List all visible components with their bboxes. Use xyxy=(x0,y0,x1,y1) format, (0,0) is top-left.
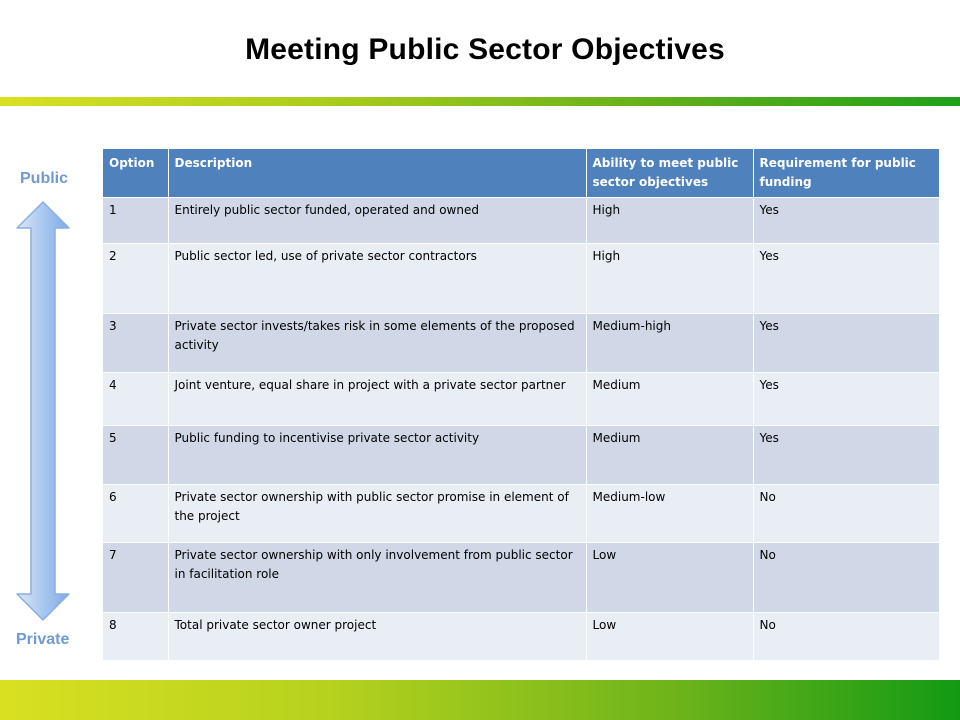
cell-funding: No xyxy=(753,485,939,543)
cell-description: Private sector invests/takes risk in some elements of the proposed activity xyxy=(168,314,586,373)
public-label: Public xyxy=(20,170,69,187)
bottom-accent-bar xyxy=(0,680,960,720)
slide-title: Meeting Public Sector Objectives xyxy=(245,33,725,66)
cell-funding: Yes xyxy=(753,314,939,373)
table-row xyxy=(103,543,939,613)
cell-ability: Medium xyxy=(586,426,753,485)
cell-option: 6 xyxy=(103,485,168,543)
cell-description: Private sector ownership with public sector promise in element of the project xyxy=(168,485,586,543)
cell-funding: No xyxy=(753,613,939,660)
cell-ability: Medium-low xyxy=(586,485,753,543)
table-row xyxy=(103,244,939,314)
table-row xyxy=(103,426,939,485)
header-ability: Ability to meet public sector objectives xyxy=(586,149,753,198)
options-table xyxy=(103,149,939,660)
top-accent-bar xyxy=(0,97,960,106)
cell-funding: Yes xyxy=(753,244,939,314)
cell-description: Total private sector owner project xyxy=(168,613,586,660)
cell-description: Public funding to incentivise private sector activity xyxy=(168,426,586,485)
table-row xyxy=(103,198,939,244)
header-description: Description xyxy=(168,149,586,198)
cell-option: 2 xyxy=(103,244,168,314)
cell-ability: High xyxy=(586,198,753,244)
table-row xyxy=(103,613,939,660)
cell-ability: Medium xyxy=(586,373,753,426)
table-header-row xyxy=(103,149,939,198)
cell-option: 7 xyxy=(103,543,168,613)
cell-description: Public sector led, use of private sector contractors xyxy=(168,244,586,314)
cell-option: 4 xyxy=(103,373,168,426)
cell-ability: Medium-high xyxy=(586,314,753,373)
double-arrow-icon xyxy=(13,200,73,624)
table-row xyxy=(103,314,939,373)
cell-option: 1 xyxy=(103,198,168,244)
header-option: Option xyxy=(103,149,168,198)
table-row xyxy=(103,485,939,543)
cell-funding: Yes xyxy=(753,373,939,426)
cell-description: Private sector ownership with only involvement from public sector in facilitation role xyxy=(168,543,586,613)
cell-option: 3 xyxy=(103,314,168,373)
cell-funding: No xyxy=(753,543,939,613)
header-funding: Requirement for public funding xyxy=(753,149,939,198)
cell-ability: High xyxy=(586,244,753,314)
cell-ability: Low xyxy=(586,613,753,660)
table-row xyxy=(103,373,939,426)
cell-option: 5 xyxy=(103,426,168,485)
private-label: Private xyxy=(16,631,70,648)
cell-funding: Yes xyxy=(753,198,939,244)
cell-option: 8 xyxy=(103,613,168,660)
cell-description: Entirely public sector funded, operated and owned xyxy=(168,198,586,244)
cell-description: Joint venture, equal share in project with a private sector partner xyxy=(168,373,586,426)
cell-funding: Yes xyxy=(753,426,939,485)
cell-ability: Low xyxy=(586,543,753,613)
